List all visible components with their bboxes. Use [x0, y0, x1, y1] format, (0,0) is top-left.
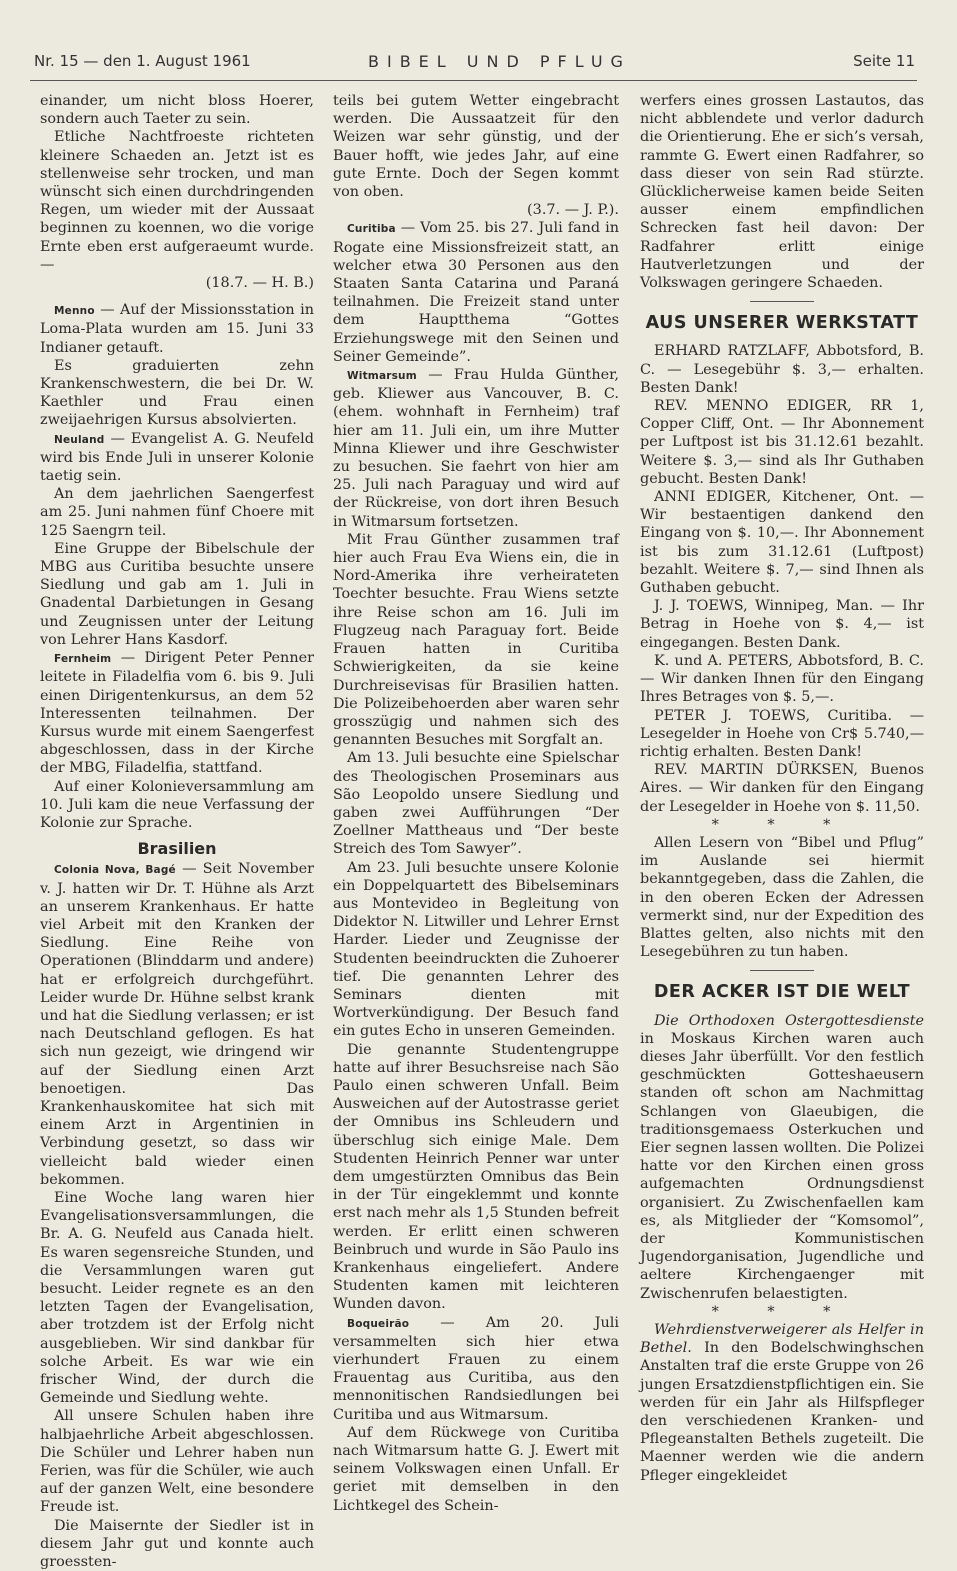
paragraph: Etliche Nachtfroeste richteten kleinere Schaeden an. Jetzt ist es stellenweise sehr trocken, und man wünscht sich einen durchdringenden Regen, um wieder mit der Aussaat beginnen zu koennen, wo die vorige Ernte eben erst aufgeraeumt wurde. — [40, 129, 314, 273]
location-label: Witmarsum [347, 370, 417, 383]
issue-date: Nr. 15 — den 1. August 1961 [34, 52, 251, 70]
article-ostergottesdienste: Die Orthodoxen Ostergottesdienste in Moskaus Kirchen waren auch dieses Jahr überfüllt. Vor den festlich geschmückten Gotteshaeusern standen oft schon am Nachmittag Schlangen von Glaeubigen, die traditionsgemaess Osterkuchen und Eier segnen lassen wollten. Die Polizei hatte vor den Kirchen einen gross aufgemachten Ordnungsdienst organisiert. Zu Zwischenfaellen kam es, als Mitglieder der “Komsomol”, der Kommunistischen Jugendorganisation, Jugendliche und aeltere Kirchengaenger mit Zwischenrufen belaestigten. [640, 1012, 924, 1302]
paragraph: Auf einer Kolonieversammlung am 10. Juli kam die neue Verfassung der Kolonie zur Sprache. [40, 778, 314, 831]
acknowledgement: ERHARD RATZLAFF, Abbotsford, B. C. — Lesegebühr $. 3,— erhalten. Besten Dank! [640, 343, 924, 396]
report-menno: Menno — Auf der Missionsstation in Loma-Plata wurden am 15. Juni 33 Indianer getauft. [40, 302, 314, 356]
notice: Allen Lesern von “Bibel und Pflug” im Auslande sei hiermit bekanntgegeben, dass die Zahlen, die in den oberen Ecken der Adressen vermerkt sind, nur der Expedition des Blattes gelten, also nichts mit den Lesegebühren zu tun haben. [640, 834, 924, 961]
acknowledgement: REV. MARTIN DÜRKSEN, Buenos Aires. — Wir danken für den Eingang der Lesegelder in Hoehe von $. 11,50. [640, 762, 924, 815]
asterism: * * * [711, 816, 853, 833]
article-lead: Die Orthodoxen Ostergottesdienste [654, 1012, 924, 1029]
report-curitiba: Curitiba — Vom 25. bis 27. Juli fand in Rogate eine Missionsfreizeit statt, an welcher etwa 30 Personen aus den Staaten Santa Catarina und Paraná teilnahmen. Die Freizeit stand unter dem Hauptthema “Gottes Erziehungswege mit den Seinen und Seiner Gemeinde”. [333, 220, 619, 365]
separator-rule [750, 301, 814, 302]
paragraph: Eine Gruppe der Bibelschule der MBG aus Curitiba besuchte unsere Siedlung und gab am 1. Juli in Gnadental Darbietungen in Gesang und Zeugnissen unter der Leitung von Lehrer Hans Kasdorf. [40, 540, 314, 648]
article-lead: Wehrdienstverweigerer als Helfer in Bethel. [640, 1322, 924, 1357]
signature: (3.7. — J. P.). [527, 202, 619, 219]
report-boqueirao: Boqueirão — Am 20. Juli versammelten sich hier etwa vierhundert Frauen zu einem Frauentag aus Curitiba, aus den mennonitischen Randsiedlungen bei Curitiba und aus Witmarsum. [333, 1314, 619, 1423]
paragraph: einander, um nicht bloss Hoerer, sondern auch Taeter zu sein. [40, 93, 314, 128]
paragraph: All unsere Schulen haben ihre halbjaehrliche Arbeit abgeschlossen. Die Schüler und Lehrer haben nun Ferien, was für die Schüler, wie auch auf der ganzen Welt, eine besondere Freude ist. [40, 1408, 314, 1516]
report-neuland: Neuland — Evangelist A. G. Neufeld wird bis Ende Juli in unserer Kolonie taetig sein. [40, 430, 314, 485]
acknowledgement: PETER J. TOEWS, Curitiba. — Lesegelder in Hoehe von Cr$ 5.740,— richtig erhalten. Besten Dank! [640, 707, 924, 760]
paragraph: Es graduierten zehn Krankenschwestern, die bei Dr. W. Kaethler und Frau einen zweijaehrigen Kursus absolvierten. [40, 357, 314, 429]
header-rule [30, 80, 917, 81]
paragraph: Eine Woche lang waren hier Evangelisationsversammlungen, die Br. A. G. Neufeld aus Canada hielt. Es waren segensreiche Stunden, und die Versammlungen waren gut besucht. Leider regnete es an den letzten Tagen der Evangelisation, aber trotzdem ist der Erfolg nicht ausgeblieben. Wir sind dankbar für solche Arbeit. Es war wie ein frischer Wind, der durch die Gemeinde und Siedlung wehte. [40, 1189, 314, 1407]
paragraph: werfers eines grossen Lastautos, das nicht abblendete und verlor dadurch die Orientierung. Ehe er sich’s versah, rammte G. Ewert einen Radfahrer, so dass dieser von sein Rad stürzte. Glücklicherweise kamen beide Seiten ausser einem empfindlichen Schrecken fast heil davon: Der Radfahrer erlitt einige Hautverletzungen und der Volkswagen geringere Schaeden. [640, 93, 924, 292]
location-label: Menno [54, 305, 95, 318]
section-heading-werkstatt: AUS UNSERER WERKSTATT [645, 313, 919, 334]
acknowledgement: ANNI EDIGER, Kitchener, Ont. — Wir bestaentigen dankend den Eingang von $. 10,—. Ihr Abonnement ist bis zum 31.12.61 (Luftpost) bezahlt. Weitere $. 7,— sind Ihnen als Guthaben gebucht. [640, 489, 924, 597]
asterism: * * * [711, 1303, 853, 1320]
report-colonia-nova: Colonia Nova, Bagé — Seit November v. J. hatten wir Dr. T. Hühne als Arzt an unserem Krankenhaus. Er hatte viel Arbeit mit den Kranken der Siedlung. Eine Reihe von Operationen (Blinddarm und andere) hat er erfolgreich durchgeführt. Leider wurde Dr. Hühne selbst krank und hat die Siedlung verlassen; er ist nach Deutschland geflogen. Es hat sich nun gezeigt, wie dringend wir auf der Siedlung einen Arzt benoetigen. Das Krankenhauskomitee hat sich mit einem Arzt in Argentinien in Verbindung gesetzt, so dass wir vielleicht bald wieder einen bekommen. [40, 861, 314, 1188]
paragraph: teils bei gutem Wetter eingebracht werden. Die Aussaatzeit für den Weizen war sehr günstig, und der Bauer hofft, wie jedes Jahr, auf eine gute Ernte. Doch der Segen kommt von oben. [333, 93, 619, 201]
location-label: Boqueirão [347, 1317, 410, 1330]
paragraph: An dem jaehrlichen Saengerfest am 25. Juni nahmen fünf Choere mit 125 Saengrn teil. [40, 486, 314, 539]
acknowledgement: REV. MENNO EDIGER, RR 1, Copper Cliff, Ont. — Ihr Abonnement per Luftpost ist bis 31.12.61 bezahlt. Weitere $. 3,— sind als Ihr Guthaben gebucht. Besten Dank! [640, 398, 924, 487]
acknowledgement: J. J. TOEWS, Winnipeg, Man. — Ihr Betrag in Hoehe von $. 4,— ist eingegangen. Besten Dank. [640, 598, 924, 651]
location-label: Curitiba [347, 223, 396, 236]
section-heading-brasilien: Brasilien [137, 839, 217, 859]
acknowledgement: K. und A. PETERS, Abbotsford, B. C. — Wir danken Ihnen für den Eingang Ihres Betrages von $. 5,—. [640, 652, 924, 706]
paragraph: Die genannte Studentengruppe hatte auf ihrer Besuchsreise nach São Paulo einen schweren Unfall. Beim Ausweichen auf der Autostrasse geriet der Omnibus ins Schleudern und überschlug sich einige Male. Dem Studenten Heinrich Penner war unter dem umgestürzten Omnibus das Bein in der Tür eingeklemmt und konnte erst nach mehr als 1,5 Stunden befreit werden. Er erlitt einen schweren Beinbruch und wurde in São Paulo ins Krankenhaus eingeliefert. Andere Studenten kamen mit leichteren Wunden davon. [333, 1041, 619, 1313]
page-number: Seite 11 [853, 52, 915, 70]
signature: (18.7. — H. B.) [205, 275, 314, 292]
masthead-title: BIBEL UND PFLUG [368, 52, 631, 71]
location-label: Fernheim [54, 653, 112, 666]
article-bethel: Wehrdienstverweigerer als Helfer in Bethel. In den Bodelschwinghschen Anstalten traf die erste Gruppe von 26 jungen Ersatzdienstpflichtigen ein. Sie werden für ein Jahr als Hilfspfleger den verschiedenen Kranken- und Pflegeanstalten Bethels zugeteilt. Die Maenner werden wie die andern Pfleger eingekleidet [640, 1322, 924, 1484]
separator-rule [750, 970, 814, 971]
column-1 [40, 92, 314, 1571]
paragraph: Die Maisernte der Siedler ist in diesem Jahr gut und konnte auch groessten- [40, 1517, 314, 1571]
page-header [30, 52, 915, 78]
column-2 [333, 92, 619, 1514]
paragraph: Mit Frau Günther zusammen traf hier auch Frau Eva Wiens ein, die in Nord-Amerika ihre verheirateten Toechter besuchte. Frau Wiens setzte ihre Reise schon am 16. Juli im Flugzeug nach Paraguay fort. Beide Frauen hatten in Curitiba Schwierigkeiten, da sie keine Durchreisevisas für Brasilien hatten. Die Polizeibehoerden aber waren sehr grosszügig und nahmen sich des genannten Besuches mit Sorgfalt an. [333, 531, 619, 749]
location-label: Neuland [54, 433, 105, 446]
report-fernheim: Fernheim — Dirigent Peter Penner leitete in Filadelfia vom 6. bis 9. Juli einen Dirigentenkursus, an dem 52 Interessenten teilnahmen. Der Kursus wurde mit einem Saengerfest abgeschlossen, dass in der Kirche der MBG, Filadelfia, stattfand. [40, 650, 314, 777]
paragraph: Am 13. Juli besuchte eine Spielschar des Theologischen Proseminars aus São Leopoldo unsere Siedlung und gaben zwei Aufführungen “Der Zoellner Mattheaus und “Der beste Streich des Tom Sawyer”. [333, 750, 619, 858]
paragraph: Am 23. Juli besuchte unsere Kolonie ein Doppelquartett des Bibelseminars aus Montevideo in Begleitung von Didektor N. Litwiller und Lehrer Ernst Harder. Lieder und Zeugnisse der Studenten beeindruckten die Zuhoerer tief. Die genannten Lehrer des Seminars dienten mit Wortverkündigung. Der Besuch fand ein gutes Echo in unseren Gemeinden. [333, 859, 619, 1040]
report-witmarsum: Witmarsum — Frau Hulda Günther, geb. Kliewer aus Vancouver, B. C. (ehem. wohnhaft in Fernheim) traf hier am 11. Juli ein, um ihre Mutter Minna Kliewer und ihre Geschwister zu besuchen. Sie faehrt von hier am 25. Juli nach Paraguay und wird auf der Rückreise, von dort ihren Besuch in Witmarsum fortsetzen. [333, 367, 619, 530]
paragraph: Auf dem Rückwege von Curitiba nach Witmarsum hatte G. J. Ewert mit seinem Volkswagen einen Unfall. Er geriet mit demselben in den Lichtkegel des Schein- [333, 1424, 619, 1514]
location-label: Colonia Nova, Bagé [54, 864, 176, 877]
section-heading-acker: DER ACKER IST DIE WELT [653, 982, 911, 1003]
column-3 [640, 92, 924, 1484]
